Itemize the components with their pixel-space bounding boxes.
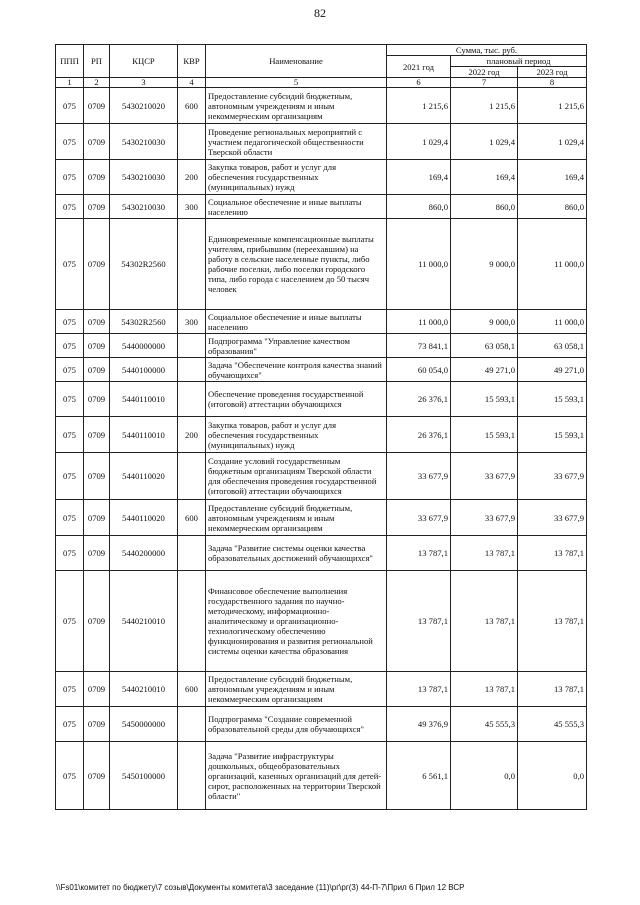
cell-kvr	[178, 334, 206, 358]
cell-name: Задача "Развитие инфраструктуры дошкольных, общеобразовательных организаций, казенных организаций для детей-сирот, расположенных на территории Тверской области"	[206, 742, 387, 810]
cell-amount-2023: 63 058,1	[518, 334, 587, 358]
budget-table	[55, 44, 587, 810]
table-body	[56, 88, 587, 810]
cell-amount-2021: 33 677,9	[387, 500, 451, 536]
cell-amount-2021: 26 376,1	[387, 417, 451, 453]
cell-rp: 0709	[84, 219, 110, 310]
cell-amount-2022: 9 000,0	[451, 310, 518, 334]
cell-rp: 0709	[84, 500, 110, 536]
cell-kcsr: 5430210030	[110, 124, 178, 160]
cell-ppp: 075	[56, 672, 84, 707]
cell-rp: 0709	[84, 334, 110, 358]
cell-kvr	[178, 124, 206, 160]
table-row	[56, 310, 587, 334]
cell-ppp: 075	[56, 742, 84, 810]
cell-amount-2022: 15 593,1	[451, 417, 518, 453]
cell-ppp: 075	[56, 160, 84, 195]
cell-kvr: 600	[178, 500, 206, 536]
cell-amount-2021: 11 000,0	[387, 219, 451, 310]
header-2021: 2021 год	[387, 56, 451, 78]
cell-ppp: 075	[56, 195, 84, 219]
cell-kvr	[178, 536, 206, 571]
cell-amount-2021: 49 376,9	[387, 707, 451, 742]
header-2022: 2022 год	[451, 67, 518, 78]
cell-amount-2023: 169,4	[518, 160, 587, 195]
cell-amount-2022: 13 787,1	[451, 672, 518, 707]
column-index: 7	[451, 78, 518, 88]
cell-rp: 0709	[84, 310, 110, 334]
column-index: 8	[518, 78, 587, 88]
cell-amount-2022: 0,0	[451, 742, 518, 810]
cell-amount-2023: 33 677,9	[518, 453, 587, 500]
cell-ppp: 075	[56, 124, 84, 160]
cell-amount-2022: 33 677,9	[451, 453, 518, 500]
cell-ppp: 075	[56, 358, 84, 382]
cell-name: Финансовое обеспечение выполнения государственного задания по научно-методическому, информационно-аналитическому и организационно-технологическому обеспечению функционирования и развития региональной системы оценки качества образования	[206, 571, 387, 672]
cell-kcsr: 5440210010	[110, 571, 178, 672]
cell-amount-2021: 11 000,0	[387, 310, 451, 334]
column-index: 2	[84, 78, 110, 88]
cell-name: Предоставление субсидий бюджетным, автономным учреждениям и иным некоммерческим организациям	[206, 500, 387, 536]
cell-kvr	[178, 382, 206, 417]
page-number: 82	[314, 6, 326, 20]
cell-amount-2023: 1 029,4	[518, 124, 587, 160]
cell-amount-2023: 11 000,0	[518, 219, 587, 310]
table-row	[56, 358, 587, 382]
cell-amount-2023: 49 271,0	[518, 358, 587, 382]
cell-amount-2023: 45 555,3	[518, 707, 587, 742]
cell-amount-2022: 169,4	[451, 160, 518, 195]
table-row	[56, 382, 587, 417]
cell-kcsr: 5440210010	[110, 672, 178, 707]
cell-rp: 0709	[84, 88, 110, 124]
cell-ppp: 075	[56, 334, 84, 358]
cell-ppp: 075	[56, 500, 84, 536]
table-row	[56, 219, 587, 310]
cell-rp: 0709	[84, 707, 110, 742]
cell-rp: 0709	[84, 124, 110, 160]
cell-amount-2022: 860,0	[451, 195, 518, 219]
table-row	[56, 536, 587, 571]
cell-ppp: 075	[56, 536, 84, 571]
cell-amount-2021: 169,4	[387, 160, 451, 195]
cell-rp: 0709	[84, 382, 110, 417]
table-row	[56, 124, 587, 160]
cell-kvr	[178, 742, 206, 810]
cell-kcsr: 5440200000	[110, 536, 178, 571]
cell-kvr: 200	[178, 417, 206, 453]
table-row	[56, 453, 587, 500]
cell-kvr: 600	[178, 88, 206, 124]
cell-amount-2023: 33 677,9	[518, 500, 587, 536]
cell-amount-2021: 13 787,1	[387, 571, 451, 672]
header-kvr: КВР	[178, 45, 206, 78]
cell-amount-2023: 15 593,1	[518, 417, 587, 453]
cell-kvr	[178, 219, 206, 310]
cell-amount-2022: 45 555,3	[451, 707, 518, 742]
cell-amount-2021: 60 054,0	[387, 358, 451, 382]
cell-kvr: 300	[178, 195, 206, 219]
cell-amount-2022: 1 215,6	[451, 88, 518, 124]
cell-kcsr: 5430210030	[110, 195, 178, 219]
column-index: 3	[110, 78, 178, 88]
cell-name: Предоставление субсидий бюджетным, автономным учреждениям и иным некоммерческим организациям	[206, 88, 387, 124]
cell-kcsr: 5440000000	[110, 334, 178, 358]
table-row	[56, 571, 587, 672]
cell-name: Задача "Развитие системы оценки качества образовательных достижений обучающихся"	[206, 536, 387, 571]
cell-kcsr: 5440110010	[110, 382, 178, 417]
cell-amount-2022: 63 058,1	[451, 334, 518, 358]
table-row	[56, 417, 587, 453]
cell-amount-2021: 6 561,1	[387, 742, 451, 810]
cell-amount-2022: 13 787,1	[451, 571, 518, 672]
cell-amount-2022: 33 677,9	[451, 500, 518, 536]
cell-kcsr: 5440110010	[110, 417, 178, 453]
cell-kvr	[178, 571, 206, 672]
cell-amount-2022: 9 000,0	[451, 219, 518, 310]
cell-amount-2021: 1 029,4	[387, 124, 451, 160]
column-index: 1	[56, 78, 84, 88]
cell-amount-2022: 1 029,4	[451, 124, 518, 160]
header-sum: Сумма, тыс. руб.	[387, 45, 587, 56]
cell-amount-2023: 15 593,1	[518, 382, 587, 417]
cell-kcsr: 5450000000	[110, 707, 178, 742]
cell-name: Обеспечение проведения государственной (итоговой) аттестации обучающихся	[206, 382, 387, 417]
cell-amount-2021: 13 787,1	[387, 672, 451, 707]
cell-amount-2021: 860,0	[387, 195, 451, 219]
cell-rp: 0709	[84, 672, 110, 707]
footer-file-path: \\Fs01\комитет по бюджету\7 созыв\Документы комитета\3 заседание (11)\рг\рг(3) 44-П-7\Прил 6 Прил 12 ВСР	[56, 883, 465, 892]
cell-kcsr: 54302R2560	[110, 310, 178, 334]
cell-name: Единовременные компенсационные выплаты учителям, прибывшим (переехавшим) на работу в сельские населенные пункты, либо рабочие поселки, либо поселки городского типа, либо города с населением до 50 тысяч человек	[206, 219, 387, 310]
cell-amount-2021: 13 787,1	[387, 536, 451, 571]
cell-rp: 0709	[84, 195, 110, 219]
cell-amount-2021: 33 677,9	[387, 453, 451, 500]
cell-amount-2023: 13 787,1	[518, 672, 587, 707]
cell-kcsr: 5440110020	[110, 500, 178, 536]
cell-kcsr: 5440110020	[110, 453, 178, 500]
cell-kcsr: 5440100000	[110, 358, 178, 382]
cell-ppp: 075	[56, 417, 84, 453]
cell-ppp: 075	[56, 310, 84, 334]
table-row	[56, 88, 587, 124]
column-index: 6	[387, 78, 451, 88]
table-row	[56, 500, 587, 536]
cell-amount-2021: 73 841,1	[387, 334, 451, 358]
column-index: 4	[178, 78, 206, 88]
cell-name: Задача "Обеспечение контроля качества знаний обучающихся"	[206, 358, 387, 382]
cell-ppp: 075	[56, 453, 84, 500]
table-row	[56, 742, 587, 810]
table-row	[56, 195, 587, 219]
header-name: Наименование	[206, 45, 387, 78]
cell-rp: 0709	[84, 160, 110, 195]
cell-rp: 0709	[84, 417, 110, 453]
header-kcsr: КЦСР	[110, 45, 178, 78]
cell-kvr: 600	[178, 672, 206, 707]
cell-name: Социальное обеспечение и иные выплаты населению	[206, 310, 387, 334]
cell-name: Проведение региональных мероприятий с участием педагогической общественности Тверской области	[206, 124, 387, 160]
cell-kvr: 200	[178, 160, 206, 195]
cell-name: Подпрограмма "Управление качеством образования"	[206, 334, 387, 358]
cell-kcsr: 5450100000	[110, 742, 178, 810]
cell-amount-2023: 13 787,1	[518, 536, 587, 571]
cell-name: Закупка товаров, работ и услуг для обеспечения государственных (муниципальных) нужд	[206, 160, 387, 195]
cell-amount-2023: 11 000,0	[518, 310, 587, 334]
cell-ppp: 075	[56, 382, 84, 417]
cell-name: Предоставление субсидий бюджетным, автономным учреждениям и иным некоммерческим организациям	[206, 672, 387, 707]
column-index: 5	[206, 78, 387, 88]
cell-rp: 0709	[84, 571, 110, 672]
cell-ppp: 075	[56, 707, 84, 742]
table-row	[56, 160, 587, 195]
cell-amount-2023: 13 787,1	[518, 571, 587, 672]
cell-amount-2023: 1 215,6	[518, 88, 587, 124]
cell-amount-2021: 1 215,6	[387, 88, 451, 124]
cell-kvr	[178, 707, 206, 742]
header-ppp: ППП	[56, 45, 84, 78]
cell-ppp: 075	[56, 571, 84, 672]
cell-amount-2023: 0,0	[518, 742, 587, 810]
cell-amount-2022: 49 271,0	[451, 358, 518, 382]
cell-kvr	[178, 453, 206, 500]
cell-name: Социальное обеспечение и иные выплаты населению	[206, 195, 387, 219]
cell-ppp: 075	[56, 219, 84, 310]
cell-kcsr: 5430210020	[110, 88, 178, 124]
cell-amount-2022: 15 593,1	[451, 382, 518, 417]
cell-name: Подпрограмма "Создание современной образовательной среды для обучающихся"	[206, 707, 387, 742]
cell-amount-2021: 26 376,1	[387, 382, 451, 417]
header-2023: 2023 год	[518, 67, 587, 78]
cell-name: Создание условий государственным бюджетным организациям Тверской области для обеспечения проведения государственной (итоговой) аттестации обучающихся	[206, 453, 387, 500]
table-row	[56, 672, 587, 707]
cell-rp: 0709	[84, 453, 110, 500]
cell-name: Закупка товаров, работ и услуг для обеспечения государственных (муниципальных) нужд	[206, 417, 387, 453]
cell-rp: 0709	[84, 358, 110, 382]
cell-amount-2022: 13 787,1	[451, 536, 518, 571]
header-plan-period: плановый период	[451, 56, 587, 67]
table-header	[56, 45, 587, 88]
cell-rp: 0709	[84, 742, 110, 810]
table-row	[56, 334, 587, 358]
table-row	[56, 707, 587, 742]
cell-kvr: 300	[178, 310, 206, 334]
cell-rp: 0709	[84, 536, 110, 571]
cell-kcsr: 54302R2560	[110, 219, 178, 310]
cell-kcsr: 5430210030	[110, 160, 178, 195]
column-index-row	[56, 78, 587, 88]
cell-kvr	[178, 358, 206, 382]
cell-amount-2023: 860,0	[518, 195, 587, 219]
header-rp: РП	[84, 45, 110, 78]
cell-ppp: 075	[56, 88, 84, 124]
